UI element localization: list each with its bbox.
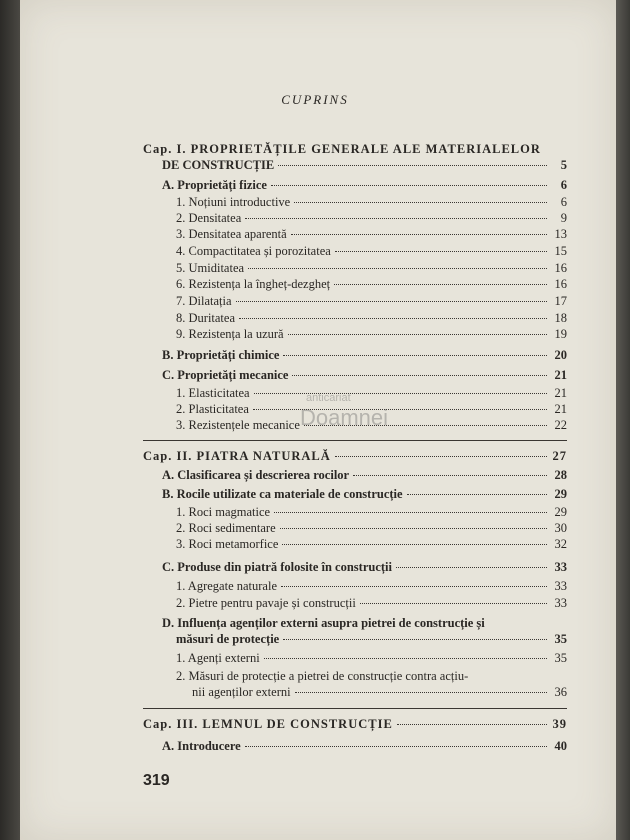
watermark (300, 388, 388, 428)
item-label: 1. Elasticitatea (176, 386, 250, 400)
item-page: 6 (560, 178, 567, 192)
dot-leader (283, 354, 547, 356)
toc-item (176, 579, 567, 593)
toc-item (176, 596, 567, 610)
item-page: 22 (554, 418, 567, 432)
section-d-label: măsuri de protecție (176, 632, 280, 646)
dot-leader (282, 543, 547, 545)
item-page: 35 (554, 651, 567, 665)
item-label: 2. Densitatea (176, 211, 242, 225)
item-label: 2. Plasticitatea (176, 402, 249, 416)
dot-leader (292, 374, 547, 376)
toc-item (176, 521, 567, 535)
toc-section (162, 468, 567, 482)
toc-section (162, 368, 567, 382)
item-page: 21 (554, 402, 567, 416)
dot-leader (407, 493, 547, 495)
chapter-1-heading-line2 (162, 158, 567, 172)
toc-item (176, 227, 567, 241)
item-page: 9 (560, 211, 567, 225)
item-label: 3. Rezistențele mecanice (176, 418, 300, 432)
toc-item (176, 537, 567, 551)
dot-leader (281, 585, 547, 587)
item-label: 6. Rezistența la îngheț-dezgheț (176, 277, 331, 291)
item-label: C. Proprietăți mecanice (162, 368, 289, 382)
toc-item (176, 211, 567, 225)
item-page: 16 (554, 277, 567, 291)
item-page: 19 (554, 327, 567, 341)
dot-leader (294, 201, 547, 203)
item-page: 13 (554, 227, 567, 241)
chapter-3-heading (143, 717, 567, 731)
dot-leader (360, 602, 547, 604)
dot-leader (245, 217, 547, 219)
item-page: 30 (554, 521, 567, 535)
item-label: 5. Umiditatea (176, 261, 245, 275)
dot-leader (239, 317, 547, 319)
section-d-item-2-line1: 2. Măsuri de protecție a pietrei de construcție contra acțiu- (176, 669, 469, 683)
item-label: 2. Pietre pentru pavaje și construcții (176, 596, 356, 610)
dot-leader (335, 250, 547, 252)
dot-leader (254, 392, 547, 394)
dot-leader (245, 745, 547, 747)
dot-leader (353, 474, 547, 476)
item-label: A. Proprietăți fizice (162, 178, 267, 192)
item-label: 2. Roci sedimentare (176, 521, 276, 535)
item-label: C. Produse din piatră folosite în construcții (162, 560, 392, 574)
chapter-1-label: DE CONSTRUCȚIE (162, 158, 275, 172)
item-label: 1. Roci magmatice (176, 505, 271, 519)
item-page: 32 (554, 537, 567, 551)
toc-section (162, 487, 567, 501)
dot-leader (291, 233, 547, 235)
section-d-item-1 (176, 651, 567, 665)
item-label: nii agenților externi (192, 685, 291, 699)
item-page: 29 (554, 487, 567, 501)
section-d-page: 35 (554, 632, 567, 646)
dot-leader (264, 657, 547, 659)
item-page: 15 (554, 244, 567, 258)
section-d-item-2-line2 (192, 685, 567, 699)
toc-section (162, 739, 567, 753)
dot-leader (334, 283, 547, 285)
toc-section (162, 348, 567, 362)
dot-leader (253, 408, 547, 410)
item-label: 4. Compactitatea și porozitatea (176, 244, 331, 258)
item-page: 40 (554, 739, 567, 753)
dot-leader (274, 511, 547, 513)
section-d-line1: D. Influența agenților externi asupra pietrei de construcție și (162, 616, 485, 630)
dot-leader (271, 184, 547, 186)
item-page: 21 (554, 368, 567, 382)
item-page: 33 (554, 579, 567, 593)
item-label: 9. Rezistența la uzură (176, 327, 284, 341)
item-label: 7. Dilatația (176, 294, 232, 308)
dot-leader (236, 300, 547, 302)
item-page: 21 (554, 386, 567, 400)
dot-leader (335, 455, 547, 457)
chapter-divider (143, 440, 567, 442)
dot-leader (283, 638, 547, 640)
toc-item (176, 195, 567, 209)
item-page: 29 (554, 505, 567, 519)
item-page: 33 (554, 560, 567, 574)
item-label: A. Clasificarea și descrierea rocilor (162, 468, 350, 482)
item-label: A. Introducere (162, 739, 241, 753)
watermark-small-text: anticariat (306, 392, 351, 404)
toc-item (176, 294, 567, 308)
item-page: 36 (554, 685, 567, 699)
dot-leader (288, 333, 547, 335)
item-label: B. Rocile utilizate ca materiale de construcție (162, 487, 403, 501)
chapter-3-page: 39 (552, 717, 567, 731)
toc-item (176, 327, 567, 341)
item-page: 6 (560, 195, 567, 209)
toc-item (176, 505, 567, 519)
chapter-1-heading-line1: Cap. I. PROPRIETĂȚILE GENERALE ALE MATERIALELOR (143, 142, 541, 156)
item-page: 33 (554, 596, 567, 610)
item-label: 1. Agregate naturale (176, 579, 277, 593)
chapter-2-label: Cap. II. PIATRA NATURALĂ (143, 449, 331, 463)
item-label: 1. Agenți externi (176, 651, 260, 665)
toc-item (176, 244, 567, 258)
item-page: 17 (554, 294, 567, 308)
item-label: B. Proprietăți chimice (162, 348, 280, 362)
chapter-3-label: Cap. III. LEMNUL DE CONSTRUCȚIE (143, 717, 393, 731)
dot-leader (278, 164, 547, 166)
item-page: 16 (554, 261, 567, 275)
dot-leader (248, 267, 547, 269)
chapter-divider (143, 708, 567, 710)
item-label: 3. Roci metamorfice (176, 537, 279, 551)
page-number: 319 (143, 772, 170, 789)
toc-item (176, 311, 567, 325)
page-title: CUPRINS (281, 92, 349, 107)
watermark-large-text: Doamnei (300, 405, 389, 430)
chapter-2-heading (143, 449, 567, 463)
item-label: 1. Noțiuni introductive (176, 195, 291, 209)
chapter-1-page: 5 (560, 158, 567, 172)
section-d-line2 (176, 632, 567, 646)
item-page: 28 (554, 468, 567, 482)
toc-item (176, 277, 567, 291)
item-page: 20 (554, 348, 567, 362)
dot-leader (280, 527, 547, 529)
item-label: 3. Densitatea aparentă (176, 227, 287, 241)
toc-item (176, 261, 567, 275)
dot-leader (295, 691, 547, 693)
dot-leader (396, 566, 547, 568)
item-label: 8. Duritatea (176, 311, 236, 325)
item-page: 18 (554, 311, 567, 325)
chapter-2-page: 27 (552, 449, 567, 463)
toc-section (162, 560, 567, 574)
toc-section (162, 178, 567, 192)
dot-leader (397, 723, 547, 725)
